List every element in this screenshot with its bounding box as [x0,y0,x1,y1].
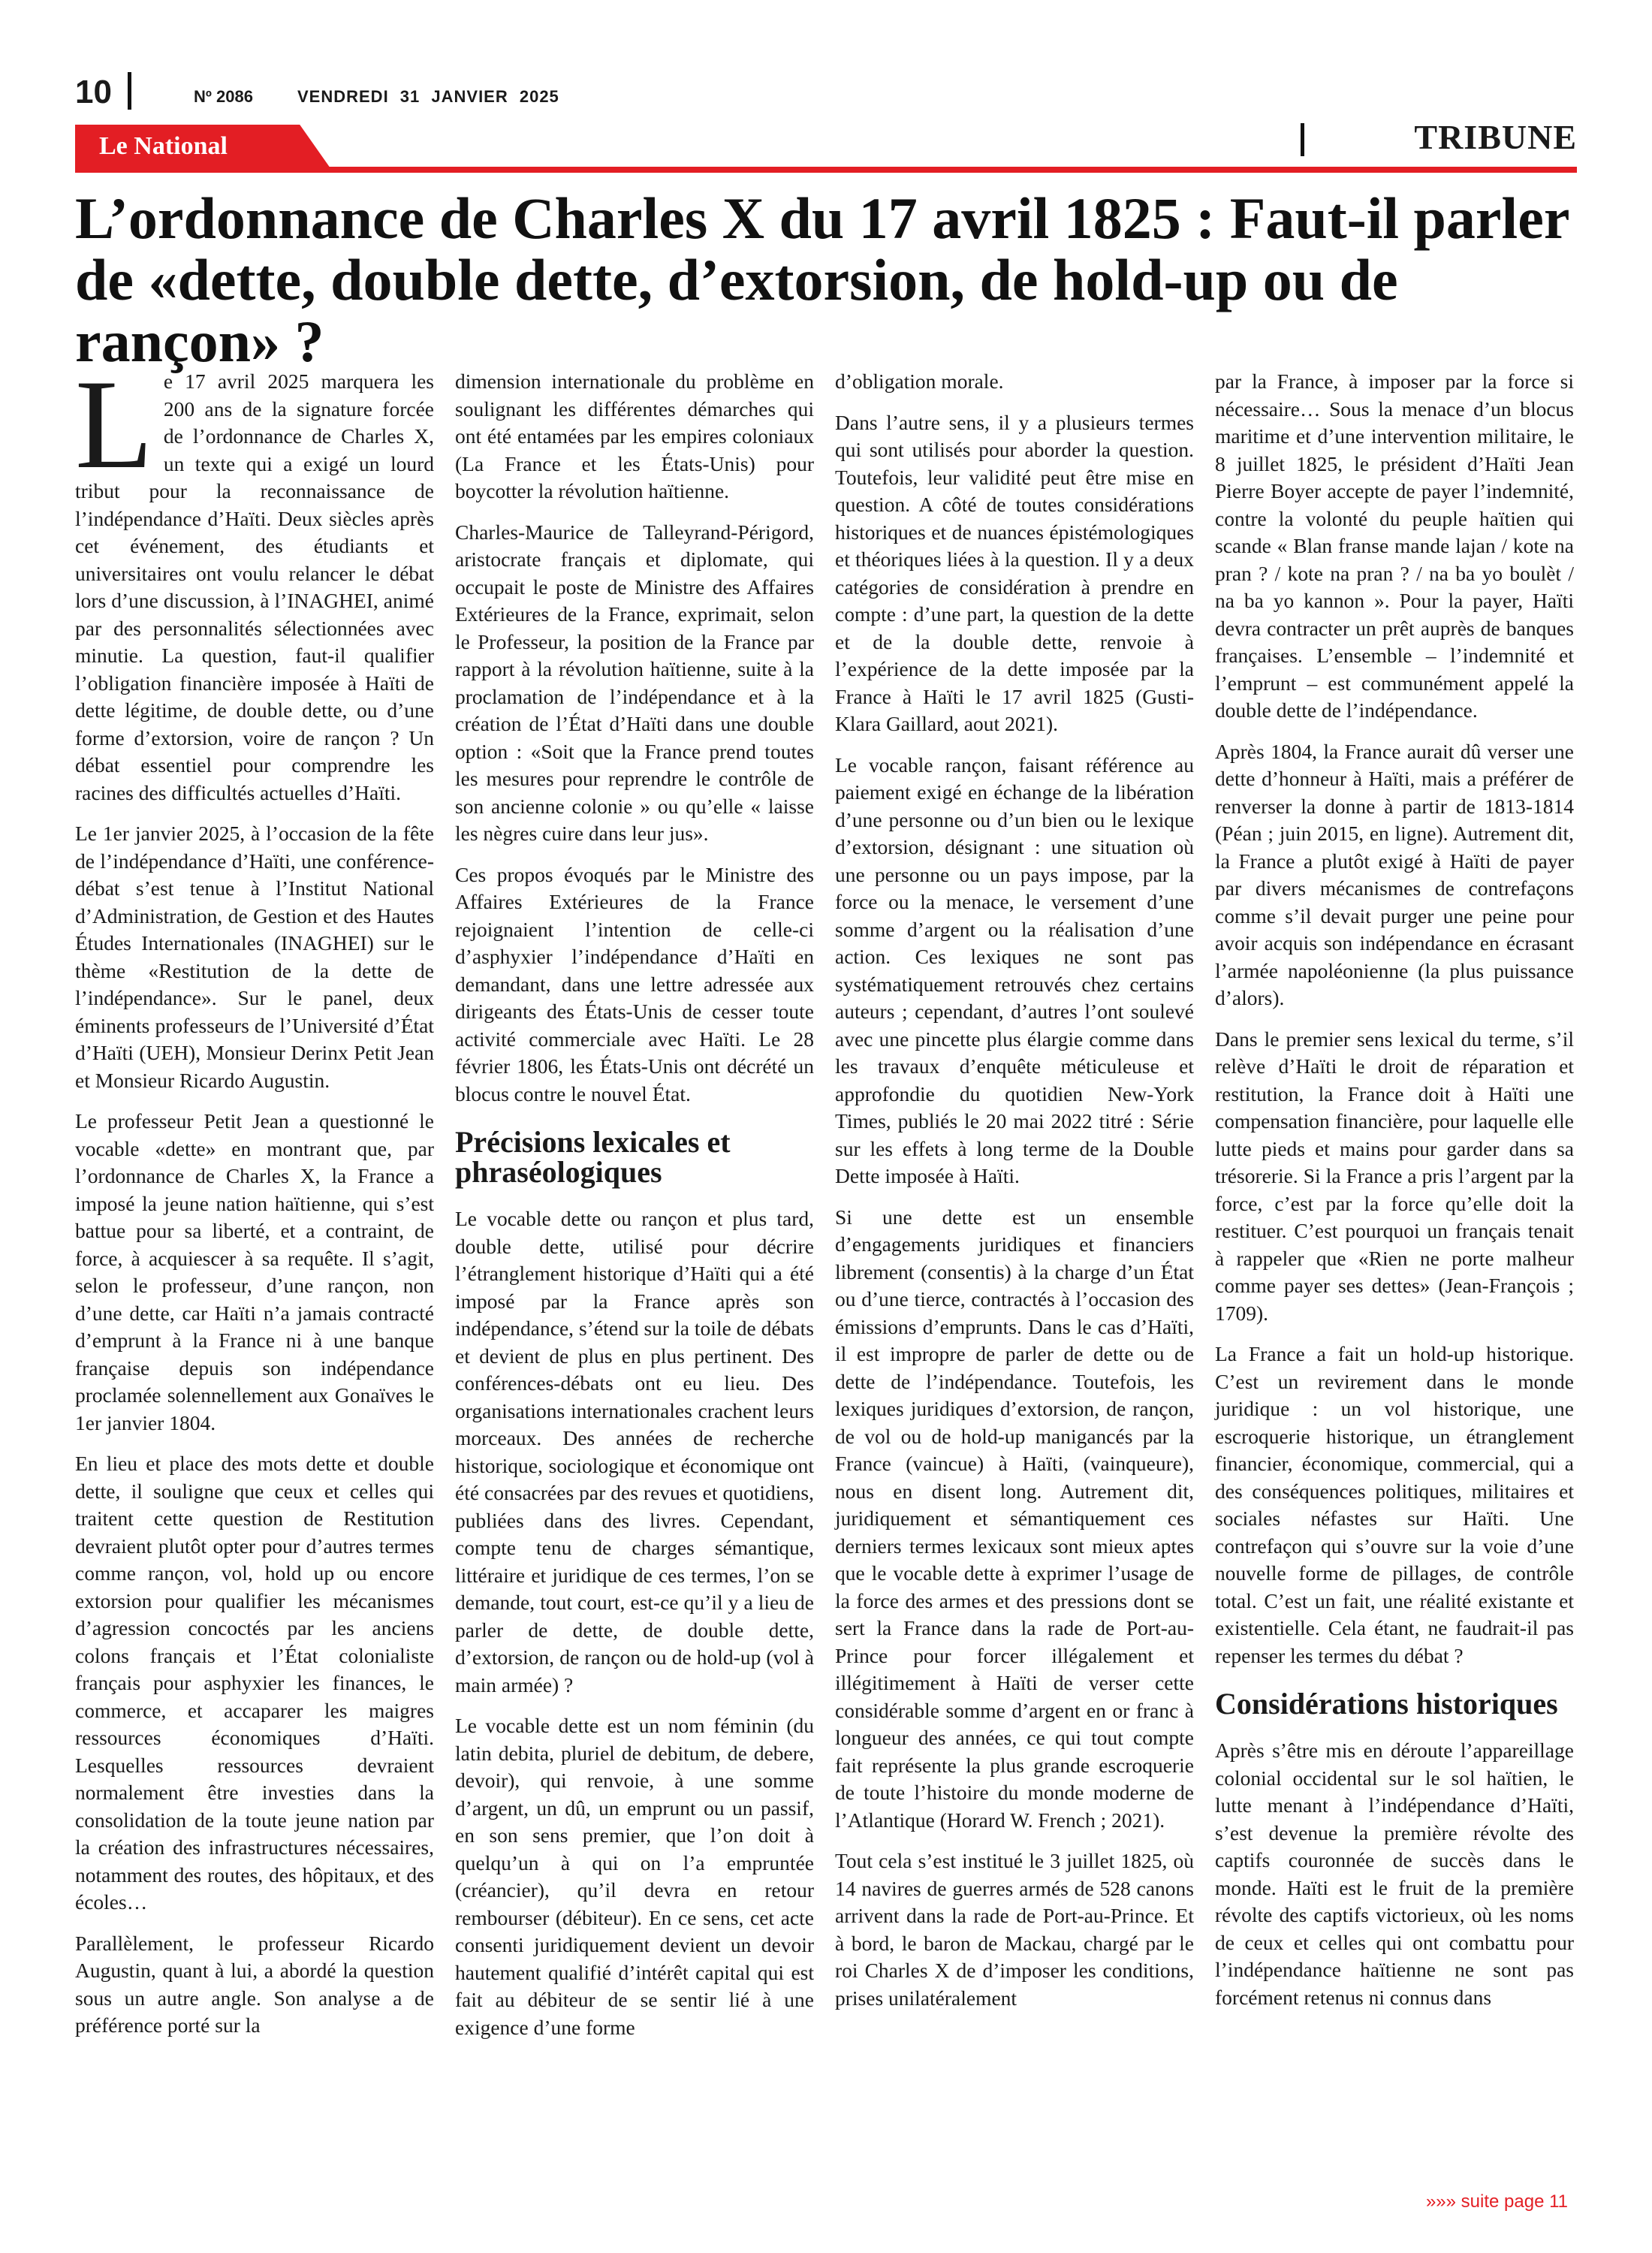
header-rule [75,167,1577,173]
paragraph [75,354,434,807]
paragraph: Dans l’autre sens, il y a plusieurs termes qui sont utilisés pour aborder la question. Toutefois, leur validité peut être mise en question. A côté de toutes considérations historiques et de nuances épistémologiques et théoriques liées à la question. Il y a deux catégories de considération à prendre en compte : d’une part, la question de la dette et de la double dette, renvoie à l’expérience de la dette imposée par la France à Haïti le 17 avril 1825 (Gusti-Klara Gaillard, aout 2021). [835,410,1194,735]
paragraph: En lieu et place des mots dette et double dette, il souligne que ceux et celles qui traitent cette question de Restitution devraient plutôt opter pour d’autres termes comme rançon, vol, hold up ou encore extorsion pour qualifier les mécanismes d’agression concoctés par les anciens colons français et l’État colonialiste français pour asphyxier les finances, le commerce, et accaparer les maigres ressources économiques d’Haïti. Lesquelles ressources devraient normalement être investies dans la consolidation de la toute jeune nation par la création des infrastructures nécessaires, notamment des routes, des hôpitaux, et des écoles… [75,1452,434,1914]
issue-date: VENDREDI 31 JANVIER 2025 [297,87,559,106]
page-number: 10 [75,74,112,110]
paragraph: Le professeur Petit Jean a questionné le vocable «dette» en montrant que, par l’ordonnance de Charles X, la France a imposé la jeune nation haïtienne, qui s’est battue pour sa liberté, et a contraint, de force, à acquiescer à sa requête. Il s’agit, selon le professeur, d’une rançon, non d’une dette, car Haïti n’a jamais contracté d’emprunt à la France ni à une banque française depuis son indépendance proclamée solennellement aux Gonaïves le 1er janvier 1804. [75,1109,434,1434]
paragraph: Dans le premier sens lexical du terme, s’il relève d’Haïti le droit de réparation et restitution, la France doit à Haïti une compensation financière, pour laquelle elle lutte pieds et mains pour garder dans sa trésorerie. Si la France a pris l’argent par la force, c’est par la force qu’elle doit la restituer. C’est pourquoi un français tenait à rappeler que «Rien ne porte malheur comme payer ses dettes» (Jean-François ; 1709). [1215,1027,1574,1325]
issue-number: Nº 2086 [194,87,253,106]
paragraph: Le vocable rançon, faisant référence au paiement exigé en échange de la libération d’une personne ou d’un bien ou le lexique d’extorsion, désignant : une situation où une personne ou un pays impose, par la force ou la menace, le versement d’une somme d’argent ou la réalisation d’une action. Ces lexiques ne sont pas systématiquement retrouvés chez certains auteurs ; cependant, d’autres l’ont soulevé avec une pincette plus élargie comme dans les travaux d’enquête méticuleuse et approfondie du quotidien New-York Times, publiés le 20 mai 2022 titré : Série sur les effets à long terme de la Double Dette imposée à Haïti. [835,753,1194,1187]
paragraph: dimension internationale du problème en soulignant les différentes démarches qui ont été entamées par les empires coloniaux (La France et les États-Unis) pour boycotter la révolution haïtienne. [455,369,814,502]
paragraph: Le vocable dette ou rançon et plus tard, double dette, utilisé pour décrire l’étranglement historique d’Haïti qui a été imposé par la France après son indépendance, s’étend sur la toile de débats et devient de plus en plus pertinent. Des conférences-débats ont eu lieu. Des organisations internationales crachent leurs morceaux. Des années de recherche historique, sociologique et économique ont été consacrées par des revues et quotidiens, publiées dans des livres. Cependant, compte tenu de charges sémantique, littéraire et juridique de ces termes, l’on se demande, tout court, est-ce qu’il y a lieu de parler de dette, de double dette, d’extorsion, de rançon ou de hold-up (vol à main armée) ? [455,1207,814,1697]
paragraph: La France a fait un hold-up historique. C’est un revirement dans le monde juridique : un vol historique, une escroquerie historique, un étranglement financier, économique, commercial, qui a des conséquences politiques, militaires et sociales néfastes sur Haïti. Une contrefaçon qui s’ouvre sur la voie d’une nouvelle forme de pillages, de contrôle total. C’est un fait, une réalité existante et existentielle. Cela étant, ne faudrait-il pas repenser les termes du débat ? [1215,1342,1574,1667]
paragraph: par la France, à imposer par la force si nécessaire… Sous la menace d’un blocus maritime et d’une intervention militaire, le 8 juillet 1825, le président d’Haïti Jean Pierre Boyer accepte de payer l’indemnité, contre la volonté du peuple haïtien qui scande « Blan franse mande lajan / kote na pran ? / kote na pran ? / na ba yo boulèt / na ba yo kannon ». Pour la payer, Haïti devra contracter un prêt auprès de banques françaises. L’ensemble – l’indemnité et l’emprunt – est communément appelé la double dette de l’indépendance. [1215,369,1574,722]
newspaper-logo: Le National [99,132,228,160]
drop-cap: L [75,354,153,495]
section-label: TRIBUNE [1414,118,1577,156]
article-title: L’ordonnance de Charles X du 17 avril 1825 : Faut-il parler de «dette, double dette, d’extorsion, de hold-up ou de rançon» ? [75,185,1569,374]
paragraph: Charles-Maurice de Talleyrand-Périgord, aristocrate français et diplomate, qui occupait le poste de Ministre des Affaires Extérieures de la France, exprimait, selon le Professeur, la position de la France par rapport à la révolution haïtienne, suite à la proclamation de l’indépendance et à la création de l’État d’Haïti dans une double option : «Soit que la France prend toutes les mesures pour reprendre le contrôle de son ancienne colonie » ou qu’elle « laisse les nègres cuire dans leur jus». [455,520,814,845]
paragraph: Parallèlement, le professeur Ricardo Augustin, quant à lui, a abordé la question sous un autre angle. Son analyse a de préférence porté sur la [75,1931,434,2037]
article-column-1 [75,354,434,2053]
paragraph-text: e 17 avril 2025 marquera les 200 ans de la signature forcée de l’ordonnance de Charles X, un texte qui a exigé un lourd tribut pour la reconnaissance de l’indépendance d’Haïti. Deux siècles après cet événement, des étudiants et universitaires ont voulu relancer le débat lors d’une discussion, à l’INAGHEI, animé par des personnalités sélectionnées avec minutie. La question, faut-il qualifier l’obligation financière imposée à Haïti de dette légitime, de double dette, ou d’une forme d’extorsion, voire de rançon ? Un débat essentiel pour comprendre les racines des difficultés actuelles d’Haïti. [75,369,434,804]
paragraph: Le 1er janvier 2025, à l’occasion de la fête de l’indépendance d’Haïti, une conférence-débat s’est tenue à l’Institut National d’Administration, de Gestion et des Hautes Études Internationales (INAGHEI) sur le thème «Restitution de la dette de l’indépendance». Sur le panel, deux éminents professeurs de l’Université d’État d’Haïti (UEH), Monsieur Derinx Petit Jean et Monsieur Ricardo Augustin. [75,822,434,1092]
paragraph: Si une dette est un ensemble d’engagements juridiques et financiers librement (consentis) à la charge d’un État ou d’une tierce, contractés à l’occasion des émissions d’emprunts. Dans le cas d’Haïti, il est impropre de parler de dette ou de dette de l’indépendance. Toutefois, les lexiques juridiques d’extorsion, de rançon, de vol ou de hold-up manigancés par la France (vaincue) à Haïti, (vainqueure), nous en disent long. Autrement dit, juridiquement et sémantiquement ces derniers termes lexicaux sont mieux aptes que le vocable dette à exprimer l’usage de la force des armes et des pressions dont se sert la France dans la rade de Port-au-Prince pour forcer illégalement et illégitimement à Haïti de verser cette considérable somme d’argent en or franc à longueur des années, ce qui tout compte fait représente la plus grande escroquerie de toute l’histoire du monde moderne de l’Atlantique (Horard W. French ; 2021). [835,1205,1194,1832]
article-column-4 [1215,368,1574,2025]
header-divider [128,72,131,110]
paragraph: Ces propos évoqués par le Ministre des Affaires Extérieures de la France rejoignaient l’intention de celle-ci d’asphyxier l’indépendance d’Haïti en demandant, dans une lettre adressée aux dirigeants des États-Unis de cesser toute activité commerciale avec Haïti. Le 28 février 1806, les États-Unis ont décrété un blocus contre le nouvel État. [455,862,814,1105]
paragraph: Tout cela s’est institué le 3 juillet 1825, où 14 navires de guerres armés de 528 canons arrivent dans la rade de Port-au-Prince. Et à bord, le baron de Mackau, chargé par le roi Charles X de d’imposer les conditions, prises unilatéralement [835,1849,1194,2010]
subheading-historical: Considérations historiques [1215,1687,1558,1721]
article-column-2 [455,368,814,2055]
subheading-lexical: Précisions lexicales et phraséologiques [455,1125,731,1189]
paragraph: Après 1804, la France aurait dû verser une dette d’honneur à Haïti, mais a préférer de renverser la donne à partir de 1813-1814 (Péan ; juin 2015, en ligne). Autrement dit, la France a plutôt exigé à Haïti de payer par divers mécanismes de contrefaçons comme s’il devait purger une peine pour avoir acquis son indépendance en écrasant l’armée napoléonienne (la plus puissance d’alors). [1215,739,1574,1009]
article-column-3 [835,368,1194,2025]
section-divider [1301,123,1304,156]
continuation-link[interactable]: »»» suite page 11 [1425,2191,1568,2212]
paragraph: Le vocable dette est un nom féminin (du latin debita, pluriel de debitum, de debere, devoir), qui renvoie, à une somme d’argent, un dû, un emprunt ou un passif, en son sens premier, que l’on doit à quelqu’un à qui on l’a empruntée (créancier), qu’il devra en retour rembourser (débiteur). En ce sens, cet acte consenti juridiquement devient un devoir hautement qualifié d’intérêt capital qui est fait au débiteur de se sentir lié à une exigence d’une forme [455,1714,814,2039]
paragraph: Après s’être mis en déroute l’appareillage colonial occidental sur le sol haïtien, le lutte menant à l’indépendance d’Haïti, s’est devenue la première révolte des captifs couronnée de succès dans le monde. Haïti est le fruit de la première révolte des captifs victorieux, où les noms de ceux et celles qui ont combattu pour l’indépendance haïtienne ne sont pas forcément retenus ni connus dans [1215,1739,1574,2009]
paragraph: d’obligation morale. [835,369,1004,393]
